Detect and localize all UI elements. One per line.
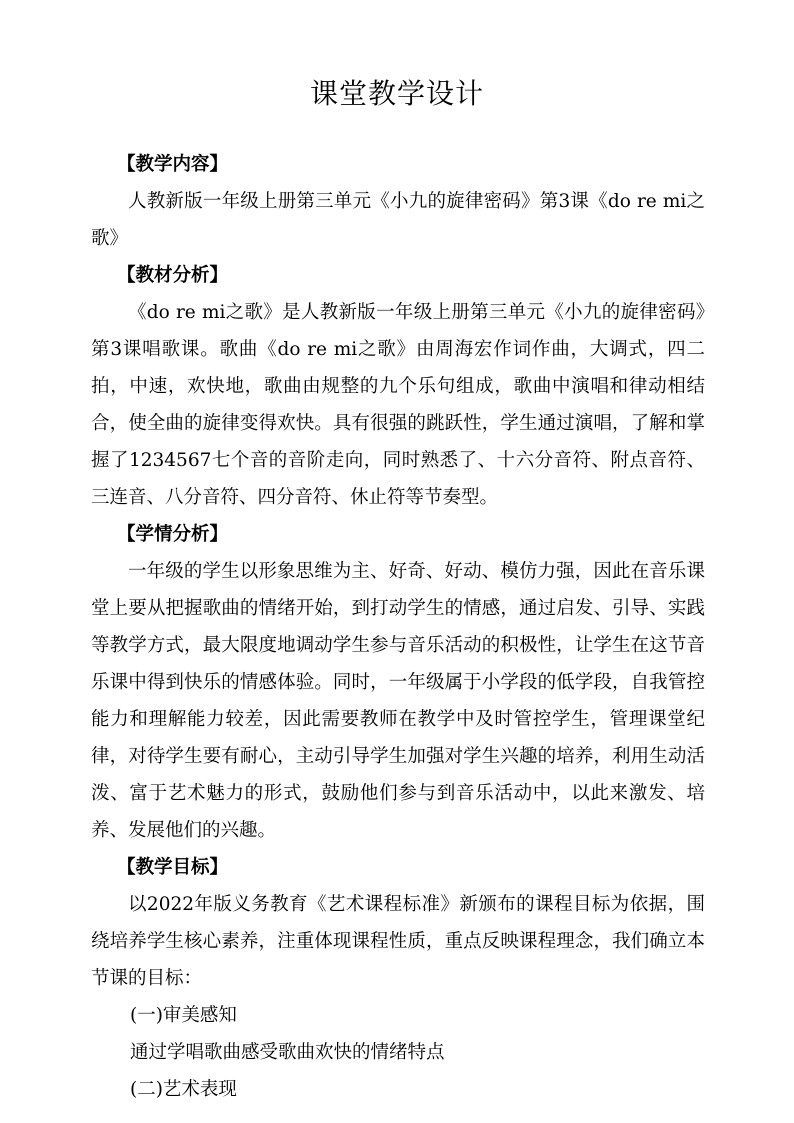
section-heading-student-analysis: 【学情分析】 — [117, 524, 229, 545]
section-heading-teaching-content: 【教学内容】 — [117, 154, 229, 175]
section-heading-textbook-analysis: 【教材分析】 — [117, 265, 229, 286]
goal-item-aesthetic-detail: 通过学唱歌曲感受歌曲欢快的情绪特点 — [130, 1042, 445, 1063]
section-heading-teaching-goals: 【教学目标】 — [117, 857, 229, 878]
document-title: 课堂教学设计 — [309, 77, 484, 110]
textbook-analysis-paragraph: 《do re mi之歌》是人教新版一年级上册第三单元《小九的旋律密码》第3课唱歌课。歌曲《do re mi之歌》由周海宏作词作曲，大调式，四二拍，中速，欢快地，歌曲由规整的九个乐句组成，歌曲中演唱和律动相结合，使全曲的旋律变得欢快。具有很强的跳跃性，学生通过演唱，了解和掌握了1234567七个音的音阶走向，同时熟悉了、十六分音符、附点音符、三连音、八分音符、四分音符、休止符等节奏型。 — [91, 302, 705, 508]
goal-item-aesthetic-perception: (一)审美感知 — [130, 1005, 237, 1026]
student-analysis-paragraph: 一年级的学生以形象思维为主、好奇、好动、模仿力强，因此在音乐课堂上要从把握歌曲的情绪开始，到打动学生的情感，通过启发、引导、实践等教学方式，最大限度地调动学生参与音乐活动的积极性，让学生在这节音乐课中得到快乐的情感体验。同时，一年级属于小学段的低学段，自我管控能力和理解能力较差，因此需要教师在教学中及时管控学生，管理课堂纪律，对待学生要有耐心，主动引导学生加强对学生兴趣的培养，利用生动活泼、富于艺术魅力的形式，鼓励他们参与到音乐活动中，以此来激发、培养、发展他们的兴趣。 — [91, 561, 705, 841]
goal-item-artistic-expression: (二)艺术表现 — [130, 1079, 237, 1100]
teaching-content-paragraph: 人教新版一年级上册第三单元《小九的旋律密码》第3课《do re mi之歌》 — [91, 191, 705, 249]
teaching-goals-paragraph: 以2022年版义务教育《艺术课程标准》新颁布的课程目标为依据，围绕培养学生核心素养，注重体现课程性质，重点反映课程理念，我们确立本节课的目标： — [91, 894, 705, 989]
document-body — [91, 146, 705, 1108]
